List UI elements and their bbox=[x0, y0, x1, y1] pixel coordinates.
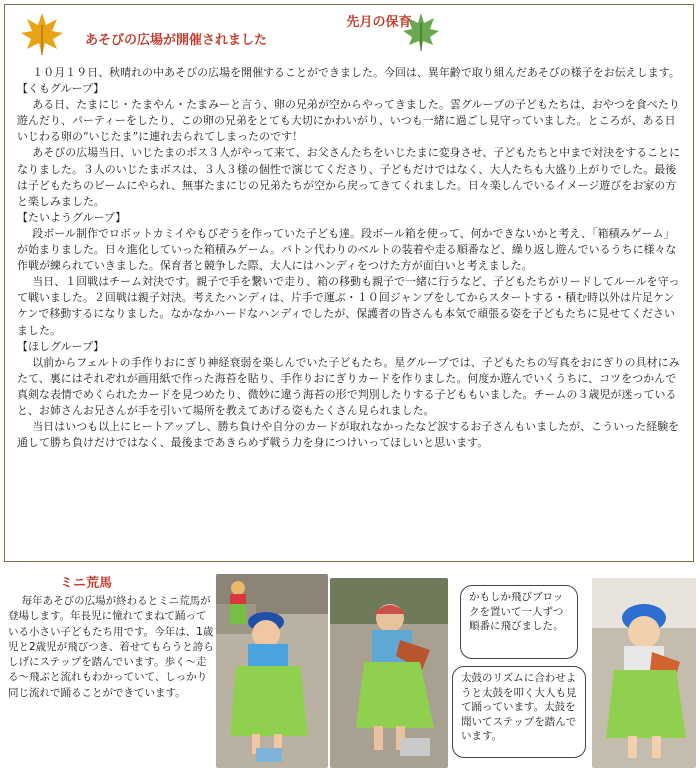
section-heading-taiyou: 【たいようグループ】 bbox=[17, 210, 127, 224]
paragraph: 当日、１回戦はチーム対決です。親子で手を繋いで走り、箱の移動も親子で一緒に行うなど、子どもたちがリードしてルールを守って戦いました。２回戦は親子対決。考えたハンディは、片手で運ぶ・１０回ジャンプをしてからスタートする・積む時以外は片足ケンケンで移動するになりました。なかなかハードなハンディでしたが、保護者の皆さんも本気で頑張る姿を子どもたちに見せてくださいました。 bbox=[17, 275, 680, 337]
paragraph: 以前からフェルトの手作りおにぎり神経衰弱を楽しんでいた子どもたち。星グループでは、子どもたちの写真をおにぎりの具材にみたて、裏にはそれぞれが画用紙で作った海苔を貼り、手作りおにぎりカードを作りました。何度か遊んでいくうちに、コツをつかんで真剣な表情でめくられたカードを見つめたり、微妙に違う海苔の形で判別したりする子どももいました。チームの３歳児が迷っていると、お姉さんお兄さんが手を引いて場所を教えてあげる姿もたくさん見られました。 bbox=[17, 355, 680, 417]
mini-section-text bbox=[8, 594, 216, 701]
speech-bubble-2: 太鼓のリズムに合わせようと太鼓を叩く大人も見て踊っています。太鼓を聞いてステップを踏んでいます。 bbox=[452, 666, 586, 758]
article-box bbox=[4, 4, 694, 562]
paragraph: 段ボール制作でロボットカミイやもびぞうを作っていた子ども達。段ボール箱を使って、何かできないかと考え、「箱積みゲーム」が始まりました。日々進化していった箱積みゲーム。バトン代わりのベルトの装着や走る順番など、繰り返し遊んでいるうちに様々な作戦が練られていきました。保育者と競争した際、大人にはハンディをつけた方が面白いと考えました。 bbox=[17, 226, 677, 273]
paragraph: ある日、たまにじ・たまやん・たまみーと言う、卵の兄弟が空からやってきました。雲グループの子どもたちは、おやつを食べたり遊んだり、パーティーをしたり、この卵の兄弟をとても大切にかわいがり、いつも一緒に過ごし見守っていました。ところが、ある日いじわる卵の“いじたま”に連れ去られてしまったのです！ bbox=[17, 98, 680, 144]
article-title: 先月の保育 bbox=[346, 15, 412, 30]
section-heading-hoshi: 【ほしグループ】 bbox=[17, 339, 105, 353]
article-body bbox=[17, 65, 685, 451]
photo-child-dancing-2 bbox=[330, 578, 448, 768]
paragraph: あそびの広場当日、いじたまのボス３人がやって来て、お父さんたちをいじたまに変身させ、子どもたちと中まで対決をすることになりました。３人のいじたまボスは、３人３様の個性で演じてくださり、子どもだけではなく、大人たちも大盛り上がりでした。最後は子どもたちのビームにやられ、無事たまにじの兄弟たちが空から戻ってきてくれました。日々楽しんでいるイメージ遊びをお家の方と楽しみました。 bbox=[17, 146, 681, 208]
mini-section-title: ミニ荒馬 bbox=[60, 576, 113, 591]
photo-child-dancing-1 bbox=[216, 574, 328, 768]
photo-child-dancing-3 bbox=[592, 578, 696, 768]
paragraph: 当日はいつも以上にヒートアップし、勝ち負けや自分のカードが取れなかったなど涙するお子さんもいましたが、こういった経験を通して勝ち負けだけではなく、最後まであきらめず戦う力を身につけいってほしいと思います。 bbox=[17, 420, 680, 450]
mini-paragraph: 毎年あそびの広場が終わるとミニ荒馬が登場します。年長児に憧れてまねて踊っている小さい子どもたち用です。今年は、1歳児と2歳児が飛びつき、着せてもらうと誇らしげにステップを踏んでいます。歩く～走る～飛ぶと流れもわかっていて、しっかり同じ流れで踊ることができています。 bbox=[8, 595, 214, 699]
article-subtitle: あそびの広場が開催されました bbox=[85, 33, 268, 48]
paragraph-intro: １０月１９日、秋晴れの中あそびの広場を開催することができました。今回は、異年齢で取り組んだあそびの様子をお伝えします。 bbox=[32, 66, 680, 79]
speech-bubble-1: かもしか飛びブロックを置いて一人ずつ順番に飛びました。 bbox=[460, 585, 578, 659]
section-heading-kumo: 【くもグループ】 bbox=[17, 82, 105, 96]
